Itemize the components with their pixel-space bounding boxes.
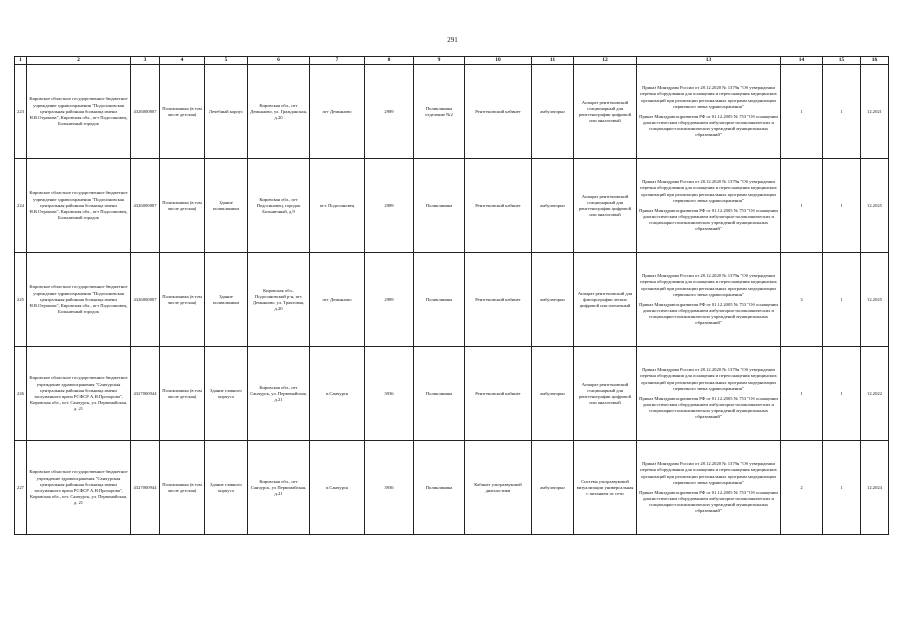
- room-cell: Рентгеновский кабинет: [465, 253, 532, 347]
- row-number: 226: [15, 347, 27, 441]
- column-number: 10: [465, 57, 532, 65]
- unit-cell: Поликлиника: [414, 253, 465, 347]
- care-type-cell: амбулаторно: [532, 253, 574, 347]
- organization-cell: Кировское областное государственное бюджетное учреждение здравоохранения "Подосиновская центральная районная больница имени Н.В.Отрокова", Кировская обл., пгт Подосиновец, Больничный городок: [27, 65, 131, 159]
- page-number: 291: [447, 36, 458, 44]
- equipment-cell: Система ультразвуковой визуализации универсальная с питанием от сети: [574, 441, 637, 535]
- division-cell: Поликлиника (в том числе детская): [160, 441, 205, 535]
- room-cell: Рентгеновский кабинет: [465, 347, 532, 441]
- column-number: 6: [248, 57, 310, 65]
- building-cell: Здание поликлиники: [205, 253, 248, 347]
- address-cell: Кировская обл., Подосиновский р-н, пгт Демьяново, ул. Трактовая, д.20: [248, 253, 310, 347]
- organization-cell: Кировское областное государственное бюджетное учреждение здравоохранения "Подосиновская центральная районная больница имени Н.В.Отрокова", Кировская обл., пгт Подосиновец, Больничный городок: [27, 253, 131, 347]
- column-number: 1: [15, 57, 27, 65]
- basis-order-1379n: Приказ Минздрава России от 28.12.2020 № 1379н "Об утверждении перечня оборудования для оснащения и переоснащения медицинских организаций при реализации региональных программ модернизации первичного звена здравоохранения": [640, 273, 777, 297]
- column-15-cell: 1: [823, 253, 861, 347]
- address-cell: Кировская обл., пгт Подосиновец, городок Больничный, д.9: [248, 159, 310, 253]
- division-cell: Поликлиника (в том числе детская): [160, 65, 205, 159]
- column-number: 12: [574, 57, 637, 65]
- table-row: [15, 65, 889, 159]
- column-number: 8: [365, 57, 414, 65]
- basis-cell: [637, 441, 781, 535]
- care-type-cell: амбулаторно: [532, 159, 574, 253]
- division-cell: Поликлиника (в том числе детская): [160, 347, 205, 441]
- column-15-cell: 1: [823, 441, 861, 535]
- basis-order-753: Приказ Минздравсоцразвития РФ от 01.12.2005 № 753 "Об оснащении диагностическим оборудованием амбулаторно-поликлинических и стационарно-поликлинических учреждений муниципальных образований": [639, 207, 778, 232]
- unit-cell: Поликлиника отделение №2: [414, 65, 465, 159]
- building-cell: Здание главного корпуса: [205, 347, 248, 441]
- locality-cell: п.Санчурск: [310, 347, 365, 441]
- column-14-cell: 3: [781, 253, 823, 347]
- column-number: 13: [637, 57, 781, 65]
- column-number: 5: [205, 57, 248, 65]
- basis-order-1379n: Приказ Минздрава России от 28.12.2020 № 1379н "Об утверждении перечня оборудования для оснащения и переоснащения медицинских организаций при реализации региональных программ модернизации первичного звена здравоохранения": [640, 179, 777, 203]
- care-type-cell: амбулаторно: [532, 347, 574, 441]
- basis-order-753: Приказ Минздравсоцразвития РФ от 01.12.2005 № 753 "Об оснащении диагностическим оборудованием амбулаторно-поликлинических и стационарно-поликлинических учреждений муниципальных образований": [639, 395, 778, 420]
- date-cell: 12.2025: [861, 253, 889, 347]
- address-cell: Кировская обл., пгт Санчурск, ул. Первомайская, д.21: [248, 347, 310, 441]
- column-number: 4: [160, 57, 205, 65]
- row-number: 227: [15, 441, 27, 535]
- equipment-cell: Аппарат рентгеновский стационарный для рентгенографии цифровой или аналоговый: [574, 347, 637, 441]
- row-number: 223: [15, 65, 27, 159]
- care-type-cell: амбулаторно: [532, 441, 574, 535]
- basis-cell: [637, 347, 781, 441]
- column-15-cell: 1: [823, 65, 861, 159]
- column-8-cell: 2989: [365, 65, 414, 159]
- column-number: 14: [781, 57, 823, 65]
- column-8-cell: 2989: [365, 253, 414, 347]
- basis-order-1379n: Приказ Минздрава России от 28.12.2020 № 1379н "Об утверждении перечня оборудования для оснащения и переоснащения медицинских организаций при реализации региональных программ модернизации первичного звена здравоохранения": [640, 85, 777, 109]
- basis-order-1379n: Приказ Минздрава России от 28.12.2020 № 1379н "Об утверждении перечня оборудования для оснащения и переоснащения медицинских организаций при реализации региональных программ модернизации первичного звена здравоохранения": [640, 461, 777, 485]
- column-15-cell: 1: [823, 159, 861, 253]
- room-cell: Рентгеновский кабинет: [465, 65, 532, 159]
- date-cell: 12.2025: [861, 159, 889, 253]
- column-8-cell: 3936: [365, 441, 414, 535]
- column-14-cell: 2: [781, 441, 823, 535]
- organization-cell: Кировское областное государственное бюджетное учреждение здравоохранения "Санчурская центральная районная больница имени заслуженного врача РСФСР А.Н.Прохорова", Кировская обл., пгт. Санчурск, ул. Первомайская, д. 21: [27, 441, 131, 535]
- column-14-cell: 1: [781, 65, 823, 159]
- locality-cell: п.Санчурск: [310, 441, 365, 535]
- room-cell: Кабинет ультразвуковой диагностики: [465, 441, 532, 535]
- division-cell: Поликлиника (в том числе детская): [160, 253, 205, 347]
- address-cell: Кировская обл., пгт Санчурск, ул Первомайская, д.21: [248, 441, 310, 535]
- column-14-cell: 1: [781, 347, 823, 441]
- column-number: 2: [27, 57, 131, 65]
- building-cell: Лечебный корпус: [205, 65, 248, 159]
- column-number-row: [15, 57, 889, 65]
- basis-order-753: Приказ Минздравсоцразвития РФ от 01.12.2005 № 753 "Об оснащении диагностическим оборудованием амбулаторно-поликлинических и стационарно-поликлинических учреждений муниципальных образований": [639, 301, 778, 326]
- column-8-cell: 2989: [365, 159, 414, 253]
- address-cell: Кировская обл., пгт Демьяново, ул. Гражданская, д.20: [248, 65, 310, 159]
- locality-cell: пгт Демьяново: [310, 65, 365, 159]
- division-cell: Поликлиника (в том числе детская): [160, 159, 205, 253]
- column-number: 9: [414, 57, 465, 65]
- locality-cell: пгт. Подосиновец: [310, 159, 365, 253]
- equipment-cell: Аппарат рентгеновский для флюорографии легких цифровой или пленочный: [574, 253, 637, 347]
- unit-cell: Поликлиника: [414, 159, 465, 253]
- table-row: [15, 253, 889, 347]
- row-number: 224: [15, 159, 27, 253]
- column-number: 3: [131, 57, 160, 65]
- date-cell: 12.2024: [861, 441, 889, 535]
- equipment-cell: Аппарат рентгеновский стационарный для рентгенографии цифровой или аналоговый: [574, 65, 637, 159]
- basis-order-1379n: Приказ Минздрава России от 28.12.2020 № 1379н "Об утверждении перечня оборудования для оснащения и переоснащения медицинских организаций при реализации региональных программ модернизации первичного звена здравоохранения": [640, 367, 777, 391]
- column-number: 16: [861, 57, 889, 65]
- column-8-cell: 3936: [365, 347, 414, 441]
- equipment-cell: Аппарат рентгеновский стационарный для рентгенографии цифровой или аналоговый: [574, 159, 637, 253]
- org-code-cell: 4327000944: [131, 347, 160, 441]
- building-cell: Здание главного корпуса: [205, 441, 248, 535]
- unit-cell: Поликлиника: [414, 347, 465, 441]
- column-14-cell: 1: [781, 159, 823, 253]
- basis-cell: [637, 253, 781, 347]
- column-number: 11: [532, 57, 574, 65]
- basis-order-753: Приказ Минздравсоцразвития РФ от 01.12.2005 № 753 "Об оснащении диагностическим оборудованием амбулаторно-поликлинических и стационарно-поликлинических учреждений муниципальных образований": [639, 113, 778, 138]
- building-cell: Здание поликлиники: [205, 159, 248, 253]
- org-code-cell: 4327000944: [131, 441, 160, 535]
- room-cell: Рентгеновский кабинет: [465, 159, 532, 253]
- care-type-cell: амбулаторно: [532, 65, 574, 159]
- org-code-cell: 4326000807: [131, 253, 160, 347]
- column-15-cell: 1: [823, 347, 861, 441]
- table-row: [15, 347, 889, 441]
- table-row: [15, 441, 889, 535]
- column-number: 7: [310, 57, 365, 65]
- organization-cell: Кировское областное государственное бюджетное учреждение здравоохранения "Подосиновская центральная районная больница имени Н.В.Отрокова", Кировская обл., пгт Подосиновец, Больничный городок: [27, 159, 131, 253]
- basis-order-753: Приказ Минздравсоцразвития РФ от 01.12.2005 № 753 "Об оснащении диагностическим оборудованием амбулаторно-поликлинических и стационарно-поликлинических учреждений муниципальных образований": [639, 489, 778, 514]
- organization-cell: Кировское областное государственное бюджетное учреждение здравоохранения "Санчурская центральная районная больница имени заслуженного врача РСФСР А.Н.Прохорова", Кировская обл., пгт. Санчурск, ул. Первомайская, д. 21: [27, 347, 131, 441]
- date-cell: 12.2022: [861, 347, 889, 441]
- unit-cell: Поликлиника: [414, 441, 465, 535]
- column-number: 15: [823, 57, 861, 65]
- org-code-cell: 4326000807: [131, 65, 160, 159]
- org-code-cell: 4326000807: [131, 159, 160, 253]
- date-cell: 12.2021: [861, 65, 889, 159]
- row-number: 225: [15, 253, 27, 347]
- locality-cell: пгт Демьяново: [310, 253, 365, 347]
- table-row: [15, 159, 889, 253]
- equipment-register-table: [14, 56, 889, 535]
- basis-cell: [637, 159, 781, 253]
- basis-cell: [637, 65, 781, 159]
